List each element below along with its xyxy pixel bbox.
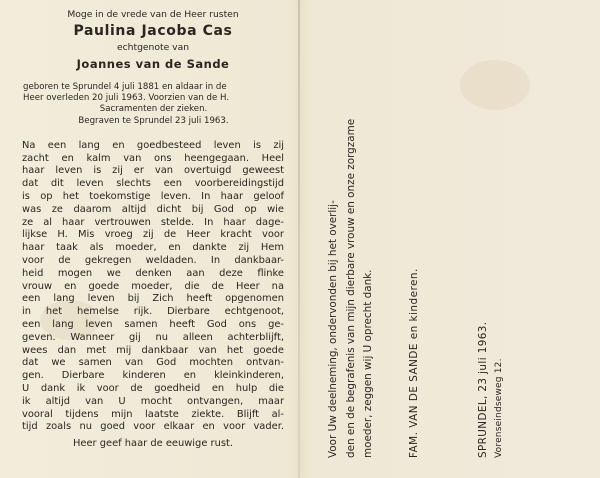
text-line: vrouw en goede moeder, die de Heer na <box>22 280 284 292</box>
text-line: dat we samen van God mochten ontvan- <box>22 357 284 369</box>
text-line: lijkse H. Mis vroeg zij de Heer kracht voor <box>22 229 284 241</box>
text-line: wees dan met mij dankbaar van het goede <box>22 344 284 356</box>
spouse-name: Joannes van de Sande <box>76 57 230 71</box>
acknowledgement-panel <box>325 28 555 458</box>
address: Vorenseindseweg 12. <box>494 358 504 458</box>
family-signature: FAM. VAN DE SANDE en kinderen. <box>408 268 420 458</box>
text-line: is op het toekomstige leven. In haar geloof <box>22 191 284 202</box>
spouse-label: echtgenote van <box>116 42 190 53</box>
birth-line: Sacramenten der zieken. <box>99 104 208 115</box>
text-line: ze al haar vertrouwen stelde. In haar dage- <box>22 216 284 228</box>
birth-line: geboren te Sprundel 4 juli 1881 en aldaar in de <box>23 82 227 92</box>
intro-line: Moge in de vrede van de Heer rusten <box>67 9 239 20</box>
memorial-text-panel <box>22 8 284 450</box>
text-line: een lang leven samen heeft God ons ge- <box>22 318 284 330</box>
ack-line: moeder, zeggen wij U oprecht dank. <box>362 269 374 458</box>
ack-line: Voor Uw deelneming, ondervonden bij het overlij- <box>327 200 339 458</box>
place-date: SPRUNDEL, 23 juli 1963. <box>477 321 489 458</box>
birth-death-info <box>22 82 284 127</box>
text-line: zacht en kalm van ons heengegaan. Heel <box>22 152 284 164</box>
text-line: een lang leven bij Zich heeft opgenomen <box>22 293 284 305</box>
closing-prayer: Heer geef haar de eeuwige rust. <box>72 438 234 450</box>
text-line: in het hemelse rijk. Dierbare echtgenoot, <box>22 306 284 318</box>
text-line: voor de gekregen weldaden. In dankbaar- <box>22 254 284 266</box>
text-line: tijd zoals nu goed voor elkaar en voor vader. <box>22 421 284 433</box>
text-line: was ze daarom altijd dicht bij God op wie <box>22 203 284 215</box>
text-line: gen. Dierbare kinderen en kleinkinderen, <box>22 370 284 382</box>
memorial-text <box>22 140 284 434</box>
deceased-name: Paulina Jacoba Cas <box>73 23 233 39</box>
text-line: haar taak als moeder, en dankte zij Hem <box>22 242 284 254</box>
acknowledgement-text <box>325 28 378 458</box>
text-line: Na een lang en goedbesteed leven is zij <box>22 139 284 151</box>
ack-line: den en de begrafenis van mijn dierbare vrouw en onze zorgzame <box>344 118 357 458</box>
text-line: haar leven is zij er van overtuigd geweest <box>22 165 284 177</box>
text-line: geven. Wanneer gij nu alleen achterblijft, <box>22 331 284 343</box>
text-line: ik altijd van U mocht ontvangen, maar <box>22 395 284 407</box>
text-line: vooral tijdens mijn laatste ziekte. Blijft al- <box>22 408 284 420</box>
text-line: heid mogen we denken aan deze flinke <box>22 267 284 279</box>
card-fold <box>298 0 300 478</box>
birth-line: Heer overleden 20 juli 1963. Voorzien van de H. <box>23 93 230 104</box>
text-line: dat dit leven slechts een voorbereidingstijd <box>22 178 284 190</box>
birth-line: Begraven te Sprundel 23 juli 1963. <box>78 115 229 126</box>
text-line: U dank ik voor de goedheid en hulp die <box>22 382 284 394</box>
